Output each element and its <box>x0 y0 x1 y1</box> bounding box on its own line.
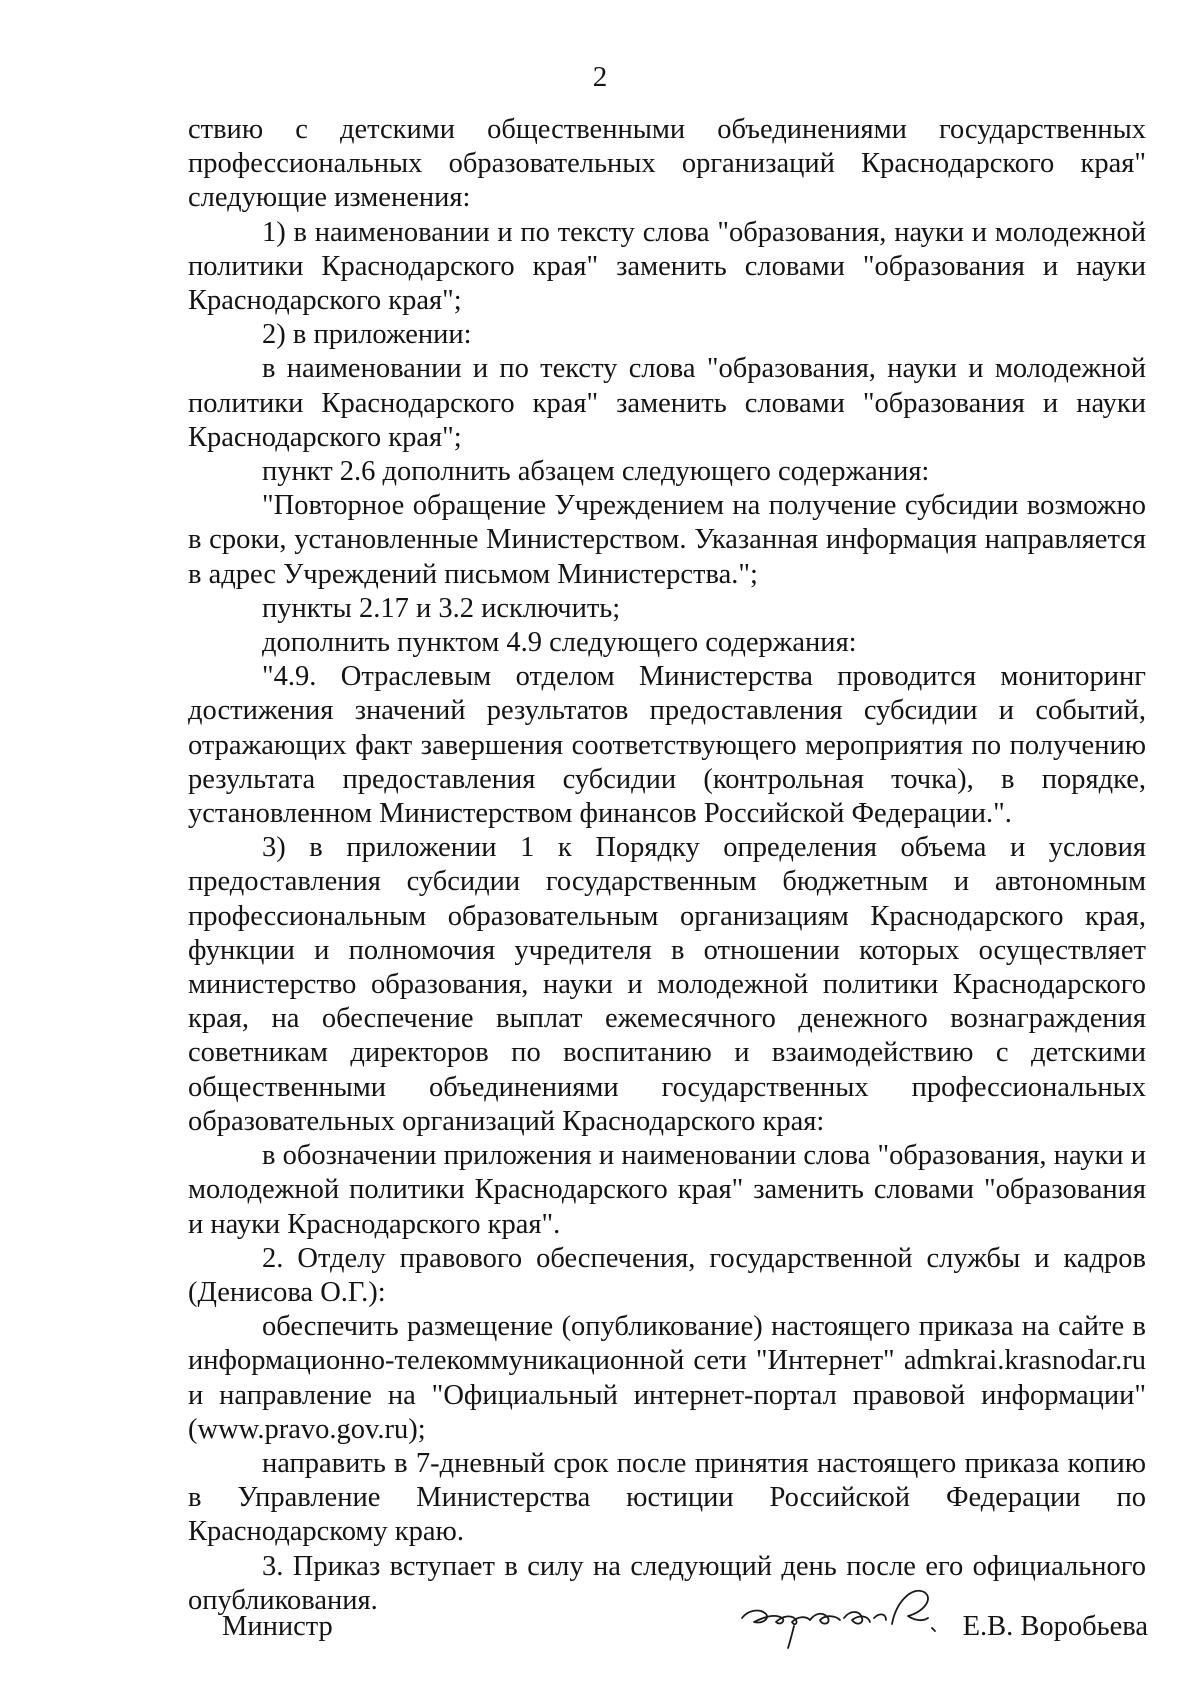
paragraph: пункты 2.17 и 3.2 исключить; <box>262 592 621 624</box>
paragraph: в обозначении приложения и наименовании слова "образования, науки и молодежной политики Краснодарского края" заменить словами "образования и науки Краснодарского края". <box>188 1140 1146 1240</box>
paragraph: "Повторное обращение Учреждением на получение субсидии возможно в сроки, установленные Министерством. Указанная информация направляется в адрес Учреждений письмом Министерства."; <box>188 490 1146 590</box>
signer-name: Е.В. Воробьева <box>962 1611 1148 1642</box>
signature-block <box>188 1572 1148 1662</box>
paragraph: в наименовании и по тексту слова "образования, науки и молодежной политики Краснодарского края" заменить словами "образования и науки Краснодарского края"; <box>188 353 1146 453</box>
paragraph: ствию с детскими общественными объединениями государственных профессиональных образовательных организаций Краснодарского края" следующие изменения: <box>188 114 1146 214</box>
handwritten-signature <box>736 1572 956 1652</box>
paragraph: 3) в приложении 1 к Порядку определения объема и условия предоставления субсидии государственным бюджетным и автономным профессиональным образовательным организациям Краснодарского края, функции и полномочия учредителя в отношении которых осуществляет министерство образования, науки и молодежной политики Краснодарского края, на обеспечение выплат ежемесячного денежного вознаграждения советникам директоров по воспитанию и взаимодействию с детскими общественными объединениями государственных профессиональных образовательных организаций Краснодарского края: <box>188 832 1146 1137</box>
signer-position: Министр <box>222 1611 333 1642</box>
paragraph: 2. Отделу правового обеспечения, государственной службы и кадров (Денисова О.Г.): <box>188 1242 1146 1308</box>
page-number: 2 <box>592 61 608 93</box>
paragraph: 3. Приказ вступает в силу на следующий день после его официального опубликования. <box>188 1550 1146 1616</box>
paragraph: пункт 2.6 дополнить абзацем следующего содержания: <box>262 456 930 488</box>
document-body <box>188 113 1146 1618</box>
paragraph: 2) в приложении: <box>262 319 472 351</box>
paragraph: направить в 7-дневный срок после принятия настоящего приказа копию в Управление Министерства юстиции Российской Федерации по Краснодарскому краю. <box>188 1447 1146 1548</box>
paragraph: обеспечить размещение (опубликование) настоящего приказа на сайте в информационно-телекоммуникационной сети "Интернет" admkrai.krasnodar.ru и направление на "Официальный интернет-портал правовой информации" (www.pravo.gov.ru); <box>188 1311 1146 1445</box>
paragraph: дополнить пунктом 4.9 следующего содержания: <box>262 627 857 659</box>
paragraph: "4.9. Отраслевым отделом Министерства проводится мониторинг достижения значений результатов предоставления субсидии и событий, отражающих факт завершения соответствующего мероприятия по получению результата предоставления субсидии (контрольная точка), в порядке, установленном Министерством финансов Российской Федерации.". <box>188 661 1146 830</box>
paragraph: 1) в наименовании и по тексту слова "образования, науки и молодежной политики Краснодарского края" заменить словами "образования и науки Краснодарского края"; <box>188 216 1146 317</box>
